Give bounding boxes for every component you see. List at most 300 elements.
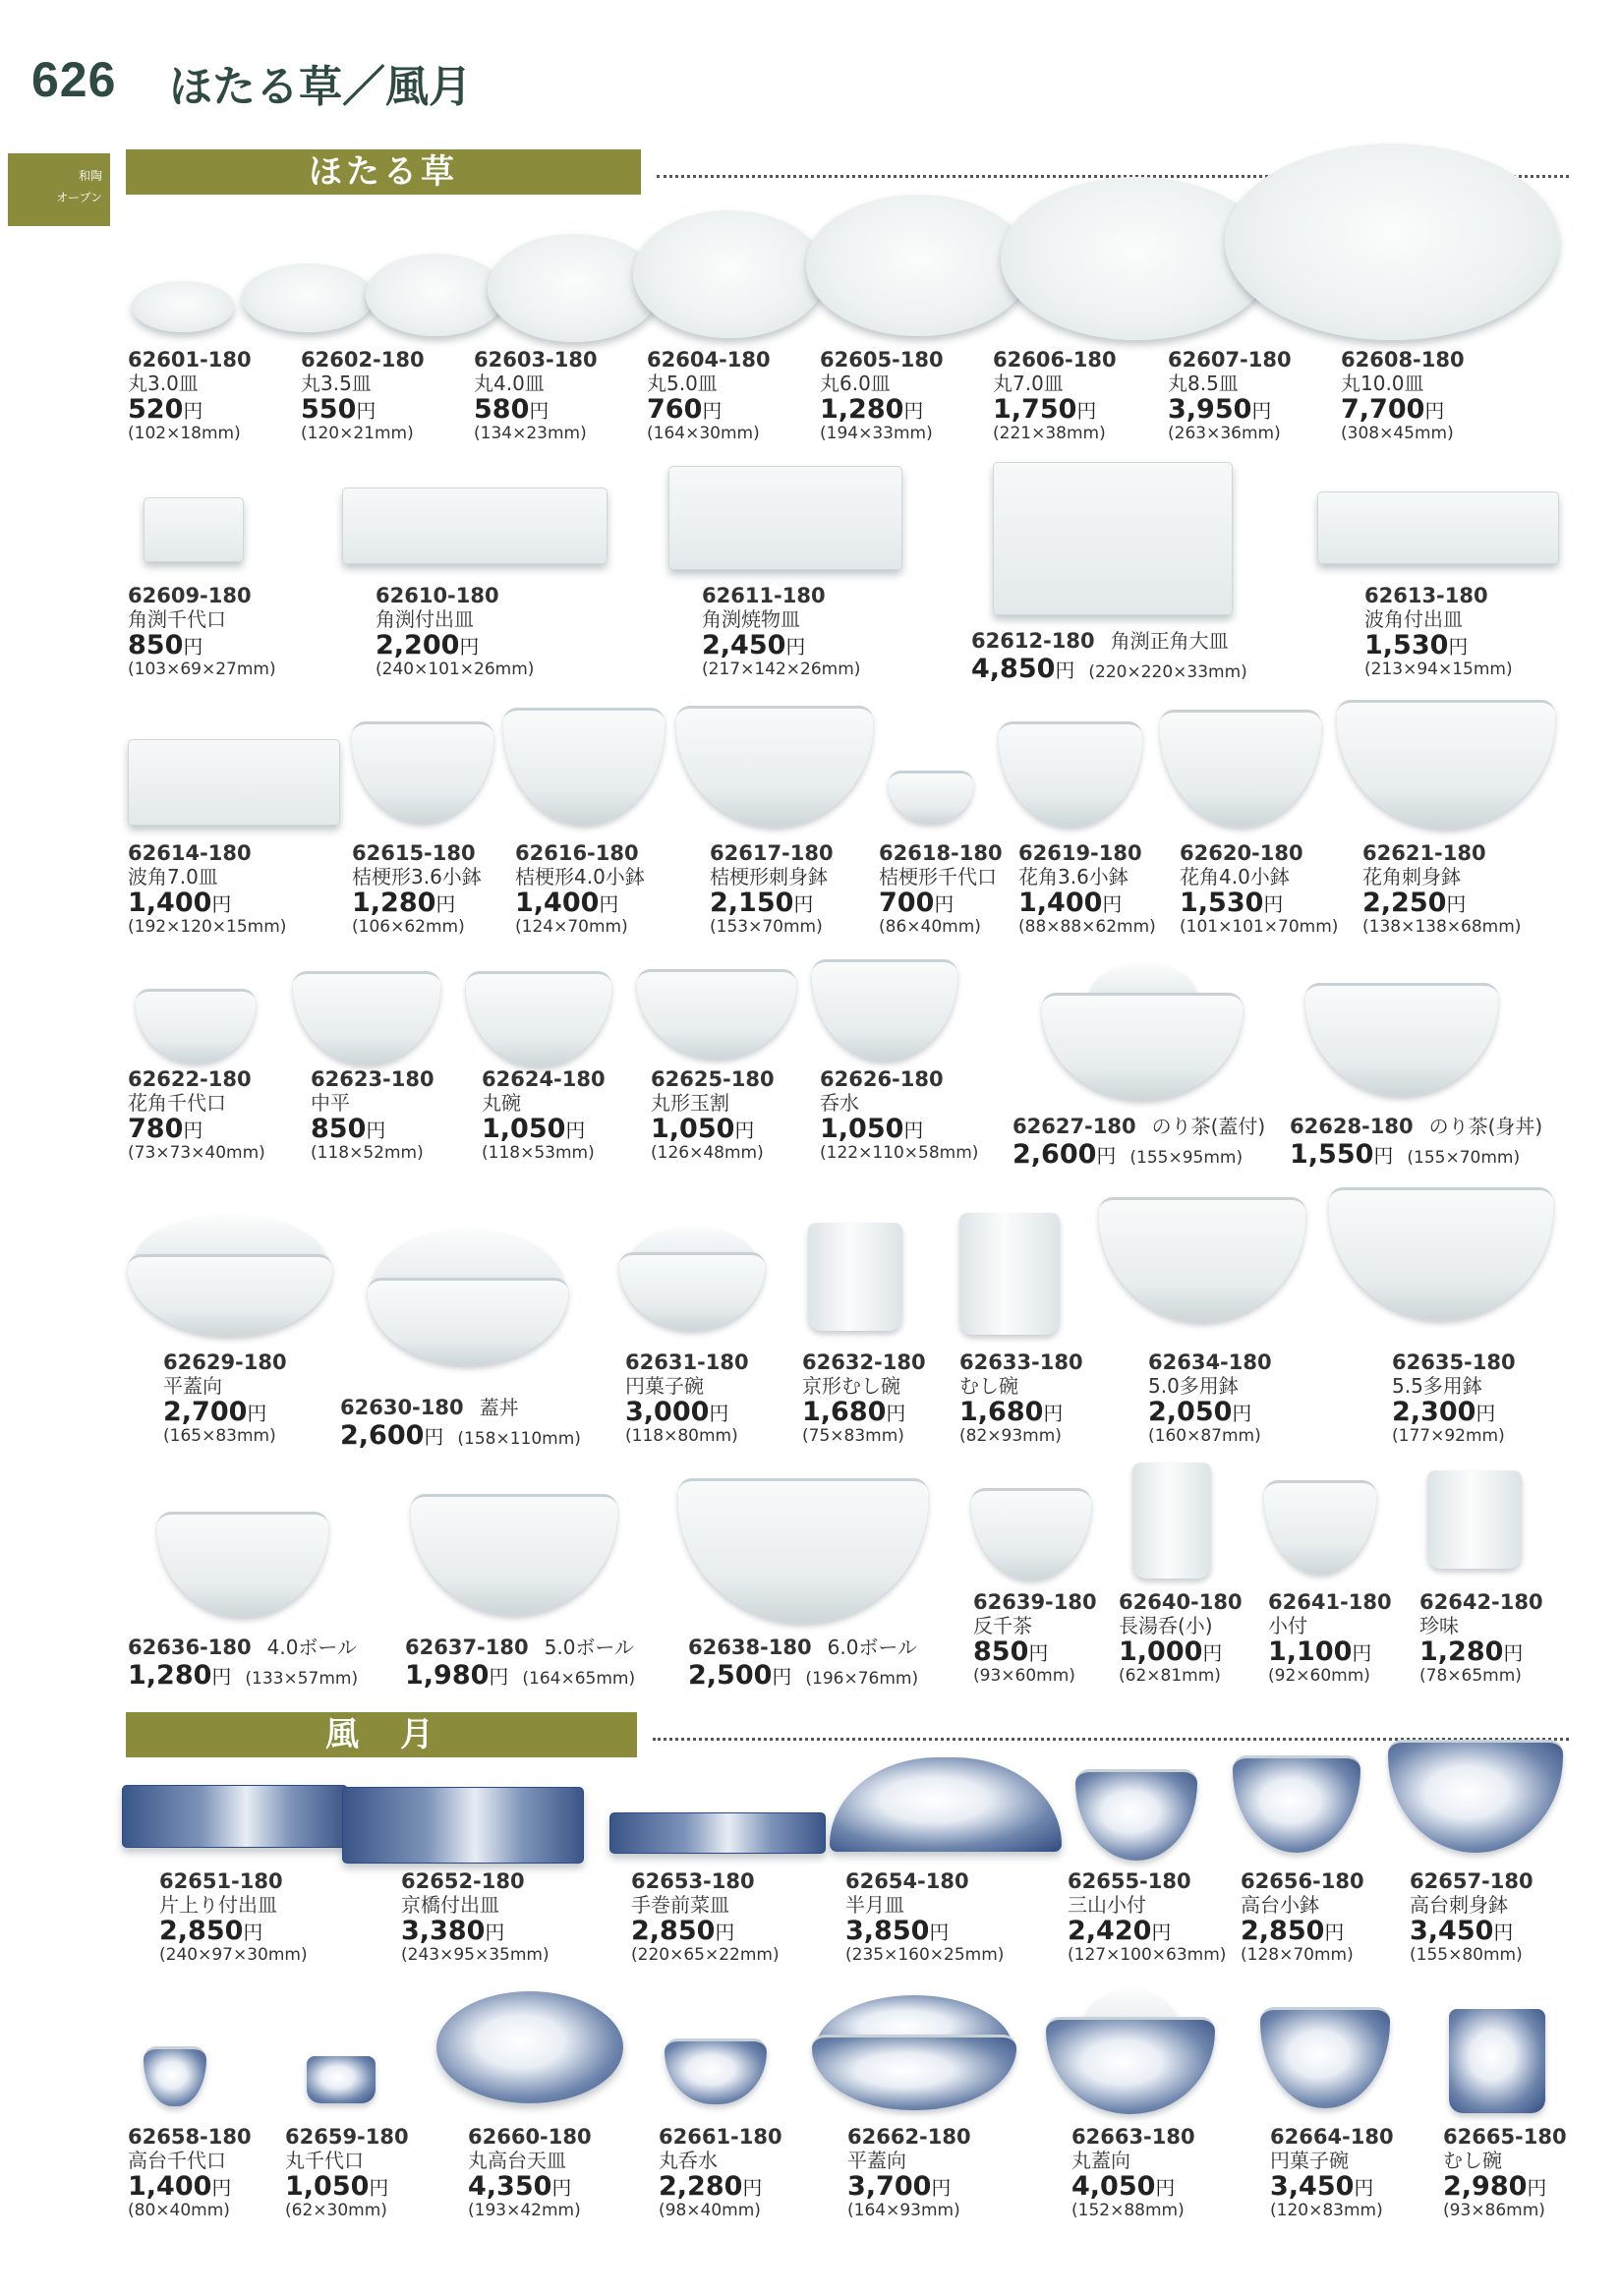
product-item [1018,843,1156,936]
product-photo-62617 [676,706,873,827]
product-dimensions: (103×69×27mm) [128,660,276,679]
product-item [625,1352,749,1445]
page-number: 626 [31,52,117,107]
product-price: 3,450円 [1410,1916,1514,1946]
product-price: 1,050円 [651,1114,755,1144]
product-price: 1,100円 [1268,1636,1372,1667]
product-item [515,843,645,936]
product-price: 1,400円 [128,2171,232,2202]
product-photo-62641 [1264,1480,1376,1574]
product-item [285,2127,409,2219]
product-item [702,586,860,678]
product-price: 1,680円 [802,1397,906,1427]
product-code: 62630-180 [340,1396,464,1419]
product-name: 丸7.0皿 [993,372,1064,395]
product-item [1443,2127,1567,2219]
product-price: 1,050円 [285,2171,389,2202]
product-name: 円菓子碗 [625,1374,704,1398]
product-dimensions: (93×60mm) [973,1666,1075,1686]
product-dimensions: (133×57mm) [245,1669,359,1689]
product-name: 反千茶 [973,1614,1032,1637]
product-item [879,843,1003,936]
product-dimensions: (88×88×62mm) [1018,917,1156,937]
product-name: 角渕千代口 [128,607,226,631]
product-item [1012,1117,1265,1168]
product-photo-62636 [157,1512,328,1617]
product-photo-62638 [678,1478,928,1623]
product-dimensions: (120×21mm) [301,424,414,443]
product-code: 62617-180 [710,841,834,865]
product-name: 丸碗 [482,1091,521,1115]
product-code: 62652-180 [401,1869,525,1893]
product-price: 1,050円 [820,1114,924,1144]
product-item [1419,1592,1543,1685]
product-price: 1,400円 [515,888,619,918]
product-price: 1,530円 [1364,630,1469,660]
product-price: 2,250円 [1362,888,1467,918]
product-name: 長湯呑(小) [1119,1614,1213,1637]
product-name: 丸3.0皿 [128,372,199,395]
product-code: 62624-180 [482,1067,606,1091]
product-name: のり茶(蓋付) [1151,1115,1266,1138]
product-photo-62616 [503,708,665,825]
product-item [352,843,482,936]
product-code: 62628-180 [1290,1115,1414,1138]
product-dimensions: (118×53mm) [482,1143,595,1163]
product-item [1180,843,1338,936]
product-dimensions: (160×87mm) [1148,1426,1261,1446]
product-item [647,350,771,442]
product-photo-62640 [1132,1463,1211,1578]
product-photo-62661 [665,2038,767,2104]
product-name: 蓋丼 [479,1396,519,1419]
product-code: 62654-180 [845,1869,969,1893]
product-name: のり茶(身丼) [1428,1115,1543,1138]
product-code: 62608-180 [1341,348,1465,372]
product-price: 1,280円 [352,888,456,918]
product-code: 62651-180 [159,1869,283,1893]
product-dimensions: (220×65×22mm) [631,1945,780,1965]
product-price: 2,980円 [1443,2171,1547,2202]
product-item [1270,2127,1394,2219]
product-code: 62604-180 [647,348,771,372]
product-item [1364,586,1513,678]
product-price: 1,550円 [1290,1139,1394,1170]
product-name: 丸4.0皿 [474,372,545,395]
product-code: 62636-180 [128,1636,252,1659]
product-price: 2,450円 [702,630,806,660]
product-item [128,586,276,678]
product-name: むし碗 [959,1374,1018,1398]
product-photo-62621 [1337,700,1555,829]
product-name: 丸6.0皿 [820,372,891,395]
product-name: 桔梗形3.6小鉢 [352,865,482,889]
product-price: 850円 [311,1114,386,1144]
product-item [1148,1352,1272,1445]
product-name: 丸形玉割 [651,1091,729,1115]
product-code: 62616-180 [515,841,639,865]
product-code: 62626-180 [820,1067,944,1091]
product-code: 62623-180 [311,1067,434,1091]
product-code: 62660-180 [468,2125,592,2149]
product-photo-62659 [307,2056,376,2103]
category-tab-line1: 和陶 [78,169,102,183]
product-item [631,1871,780,1964]
product-item [468,2127,592,2219]
product-price: 3,700円 [847,2171,952,2202]
product-name: むし碗 [1443,2149,1502,2172]
product-code: 62635-180 [1392,1350,1516,1374]
product-name: 丸3.5皿 [301,372,372,395]
product-photo-62652 [342,1787,584,1864]
product-photo-62624 [466,971,611,1066]
product-code: 62629-180 [163,1350,287,1374]
product-dimensions: (153×70mm) [710,917,823,937]
product-code: 62618-180 [879,841,1003,865]
product-dimensions: (80×40mm) [128,2201,230,2220]
product-code: 62657-180 [1410,1869,1533,1893]
product-price: 700円 [879,888,955,918]
product-dimensions: (86×40mm) [879,917,981,937]
product-item [1071,2127,1195,2219]
product-photo-62656 [1233,1755,1360,1853]
product-photo-62655 [1075,1769,1197,1861]
product-photo-62634 [1099,1197,1305,1322]
product-price: 1,680円 [959,1397,1064,1427]
section-header-hotarugusa: ほたる草 [126,149,641,195]
product-photo-62632 [808,1223,902,1331]
product-photo-62619 [999,721,1142,827]
product-price: 2,600円 [1012,1139,1117,1170]
product-price: 550円 [301,394,376,425]
product-dimensions: (118×80mm) [625,1426,738,1446]
product-price: 520円 [128,394,203,425]
product-code: 62632-180 [802,1350,926,1374]
product-price: 1,000円 [1119,1636,1223,1667]
product-price: 780円 [128,1114,203,1144]
product-item [401,1871,550,1964]
product-name: 角渕付出皿 [376,607,474,631]
product-price: 4,850円 [971,654,1075,684]
product-name: 高台小鉢 [1241,1893,1319,1917]
product-code: 62614-180 [128,841,252,865]
product-item [1068,1871,1226,1964]
product-dimensions: (101×101×70mm) [1180,917,1339,937]
product-photo-62611 [668,466,902,570]
product-item [376,586,534,678]
product-dimensions: (194×33mm) [820,424,933,443]
product-price: 2,200円 [376,630,480,660]
product-item [847,2127,971,2219]
product-dimensions: (240×101×26mm) [376,660,535,679]
product-price: 3,950円 [1168,394,1272,425]
product-item [128,350,252,442]
product-item [1341,350,1465,442]
product-name: 丸千代口 [285,2149,364,2172]
product-dimensions: (138×138×68mm) [1362,917,1522,937]
product-price: 1,280円 [128,1660,232,1691]
product-photo-62658 [144,2046,206,2106]
product-item [845,1871,1004,1964]
product-item [820,350,944,442]
product-price: 3,850円 [845,1916,950,1946]
product-photo-62642 [1427,1470,1522,1569]
product-price: 7,700円 [1341,394,1445,425]
product-photo-62629 [128,1254,332,1336]
product-dimensions: (93×86mm) [1443,2201,1545,2220]
product-name: 円菓子碗 [1270,2149,1349,2172]
product-price: 4,350円 [468,2171,572,2202]
product-price: 2,500円 [688,1660,792,1691]
product-code: 62662-180 [847,2125,971,2149]
product-name: 丸蓋向 [1071,2149,1130,2172]
product-item [1290,1117,1542,1168]
product-price: 3,450円 [1270,2171,1374,2202]
product-photo-62662 [812,2035,1016,2110]
product-code: 62601-180 [128,348,252,372]
product-item [1168,350,1292,442]
product-dimensions: (128×70mm) [1241,1945,1354,1965]
product-photo-62601 [132,281,234,332]
product-name: 桔梗形千代口 [879,865,997,889]
product-photo-62610 [342,488,608,564]
product-item [1392,1352,1516,1445]
product-name: 桔梗形刺身鉢 [710,865,828,889]
product-photo-62613 [1317,491,1559,564]
product-name: 5.5多用鉢 [1392,1374,1482,1398]
page-title: ほたる草／風月 [169,62,472,112]
product-name: 呑水 [820,1091,859,1115]
product-price: 2,280円 [659,2171,763,2202]
product-code: 62619-180 [1018,841,1142,865]
product-price: 1,050円 [482,1114,586,1144]
product-photo-62606 [806,195,1030,336]
product-code: 62627-180 [1012,1115,1136,1138]
product-dimensions: (82×93mm) [959,1426,1062,1446]
section-header-fugetsu: 風 月 [126,1712,637,1757]
product-price: 2,600円 [340,1420,444,1451]
product-photo-62618 [889,771,973,823]
product-name: 高台刺身鉢 [1410,1893,1508,1917]
product-code: 62639-180 [973,1590,1097,1614]
product-price: 1,530円 [1180,888,1284,918]
product-dimensions: (164×93mm) [847,2201,960,2220]
product-dimensions: (240×97×30mm) [159,1945,308,1965]
product-photo-62608 [1225,144,1559,340]
product-code: 62615-180 [352,841,476,865]
product-item [1119,1592,1243,1685]
product-name: 京形むし碗 [802,1374,900,1398]
product-name: 手巻前菜皿 [631,1893,729,1917]
product-name: 角渕焼物皿 [702,607,800,631]
product-code: 62665-180 [1443,2125,1567,2149]
product-dimensions: (263×36mm) [1168,424,1281,443]
product-item [159,1871,308,1964]
product-code: 62661-180 [659,2125,782,2149]
product-name: 中平 [311,1091,350,1115]
product-dimensions: (213×94×15mm) [1364,660,1513,679]
product-item [311,1069,434,1162]
product-price: 2,850円 [631,1916,735,1946]
product-name: 花角千代口 [128,1091,226,1115]
product-code: 62631-180 [625,1350,749,1374]
product-name: 花角4.0小鉢 [1180,865,1290,889]
product-code: 62611-180 [702,584,826,607]
product-code: 62625-180 [651,1067,775,1091]
product-dimensions: (122×110×58mm) [820,1143,979,1163]
product-item [474,350,598,442]
product-price: 3,380円 [401,1916,505,1946]
product-photo-62605 [633,210,826,338]
product-name: 三山小付 [1068,1893,1146,1917]
product-photo-62630 [368,1278,568,1365]
product-photo-62654 [830,1757,1062,1852]
product-dimensions: (62×30mm) [285,2201,387,2220]
product-name: 丸呑水 [659,2149,718,2172]
product-item [405,1637,635,1689]
product-dimensions: (92×60mm) [1268,1666,1370,1686]
product-dimensions: (152×88mm) [1071,2201,1185,2220]
product-photo-62627 [1042,993,1243,1100]
product-dimensions: (155×80mm) [1410,1945,1523,1965]
product-item [688,1637,918,1689]
product-photo-62657 [1388,1740,1563,1853]
product-item [973,1592,1097,1685]
product-photo-62625 [637,969,796,1059]
product-code: 62607-180 [1168,348,1292,372]
product-item [651,1069,775,1162]
product-price: 1,280円 [1419,1636,1524,1667]
product-dimensions: (158×110mm) [457,1429,581,1449]
product-photo-62603 [366,254,505,336]
product-code: 62664-180 [1270,2125,1394,2149]
product-photo-62609 [144,497,244,562]
product-code: 62642-180 [1419,1590,1543,1614]
product-item [1362,843,1521,936]
product-photo-62637 [411,1494,617,1615]
product-item [959,1352,1083,1445]
product-dimensions: (192×120×15mm) [128,917,287,937]
product-name: 丸8.5皿 [1168,372,1239,395]
product-dimensions: (75×83mm) [802,1426,904,1446]
product-code: 62640-180 [1119,1590,1243,1614]
product-item [340,1398,581,1449]
product-price: 1,400円 [128,888,232,918]
product-code: 62602-180 [301,348,425,372]
product-price: 1,400円 [1018,888,1123,918]
product-name: 5.0多用鉢 [1148,1374,1239,1398]
product-code: 62612-180 [971,629,1095,653]
product-photo-62631 [619,1252,765,1330]
product-price: 4,050円 [1071,2171,1176,2202]
product-code: 62605-180 [820,348,944,372]
category-tab-line2: オーブン [56,191,102,204]
product-dimensions: (221×38mm) [993,424,1106,443]
category-tab [8,153,110,226]
product-photo-62653 [609,1812,826,1854]
product-photo-62628 [1305,983,1498,1096]
product-dimensions: (155×70mm) [1407,1148,1521,1168]
product-name: 花角3.6小鉢 [1018,865,1128,889]
product-code: 62609-180 [128,584,252,607]
product-dimensions: (165×83mm) [163,1426,276,1446]
product-dimensions: (127×100×63mm) [1068,1945,1227,1965]
product-dimensions: (118×52mm) [311,1143,424,1163]
product-code: 62606-180 [993,348,1117,372]
product-code: 62656-180 [1241,1869,1364,1893]
product-code: 62658-180 [128,2125,252,2149]
product-price: 2,420円 [1068,1916,1172,1946]
product-price: 850円 [128,630,203,660]
product-item [128,2127,252,2219]
product-price: 2,700円 [163,1397,267,1427]
product-photo-62612 [993,462,1233,615]
product-name: 京橋付出皿 [401,1893,499,1917]
product-photo-62615 [352,721,493,823]
product-name: 丸10.0皿 [1341,372,1424,395]
product-dimensions: (98×40mm) [659,2201,761,2220]
product-dimensions: (120×83mm) [1270,2201,1383,2220]
product-dimensions: (164×65mm) [522,1669,636,1689]
product-price: 760円 [647,394,723,425]
product-code: 62613-180 [1364,584,1488,607]
product-dimensions: (177×92mm) [1392,1426,1505,1446]
product-name: 6.0ボール [827,1636,918,1659]
product-dimensions: (308×45mm) [1341,424,1454,443]
product-dimensions: (78×65mm) [1419,1666,1522,1686]
product-code: 62637-180 [405,1636,529,1659]
product-dimensions: (196×76mm) [805,1669,919,1689]
product-code: 62638-180 [688,1636,812,1659]
product-name: 半月皿 [845,1893,904,1917]
product-photo-62664 [1260,2007,1390,2108]
product-name: 片上り付出皿 [159,1893,277,1917]
product-price: 3,000円 [625,1397,729,1427]
product-price: 2,850円 [159,1916,263,1946]
product-code: 62653-180 [631,1869,755,1893]
product-item [993,350,1117,442]
product-photo-62635 [1329,1187,1553,1320]
product-dimensions: (235×160×25mm) [845,1945,1005,1965]
product-dimensions: (217×142×26mm) [702,660,861,679]
product-price: 1,980円 [405,1660,509,1691]
product-name: 桔梗形4.0小鉢 [515,865,645,889]
product-code: 62641-180 [1268,1590,1392,1614]
product-dimensions: (124×70mm) [515,917,628,937]
product-name: 角渕正角大皿 [1110,629,1229,653]
product-photo-62639 [971,1488,1091,1579]
product-item [971,631,1247,682]
product-dimensions: (126×48mm) [651,1143,764,1163]
product-code: 62663-180 [1071,2125,1195,2149]
product-photo-62663 [1046,2017,1215,2114]
product-photo-62660 [436,1991,623,2103]
product-photo-62622 [136,989,256,1062]
product-dimensions: (134×23mm) [474,424,587,443]
product-item [1268,1592,1392,1685]
product-name: 平蓋向 [163,1374,222,1398]
product-item [710,843,834,936]
product-code: 62655-180 [1068,1869,1191,1893]
product-item [163,1352,287,1445]
product-photo-62620 [1160,710,1321,827]
product-name: 小付 [1268,1614,1307,1637]
product-price: 580円 [474,394,550,425]
product-dimensions: (62×81mm) [1119,1666,1221,1686]
product-name: 4.0ボール [266,1636,358,1659]
product-item [128,1637,358,1689]
product-name: 花角刺身鉢 [1362,865,1461,889]
